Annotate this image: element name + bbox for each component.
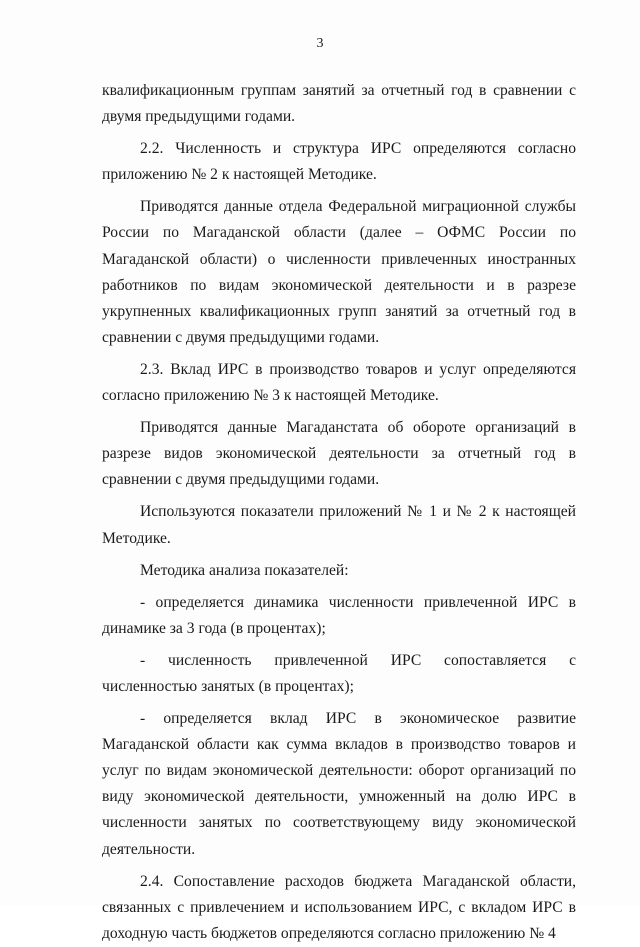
paragraph-section-2-2: 2.2. Численность и структура ИРС определяются согласно приложению № 2 к настоящей Методике. xyxy=(102,140,576,184)
paragraph-continuation: квалификационным группам занятий за отчетный год в сравнении с двумя предыдущими годами. xyxy=(102,82,576,126)
paragraph-section-2-4: 2.4. Сопоставление расходов бюджета Магаданской области, связанных с привлечением и использованием ИРС, с вкладом ИРС в доходную часть бюджетов определяются согласно приложению № 4 xyxy=(102,872,576,942)
list-item-comparison: - численность привлеченной ИРС сопоставляется с численностью занятых (в процентах); xyxy=(102,651,576,695)
list-item-dynamics: - определяется динамика численности привлеченной ИРС в динамике за 3 года (в процентах); xyxy=(102,593,576,637)
paragraph-section-2-3: 2.3. Вклад ИРС в производство товаров и услуг определяются согласно приложению № 3 к настоящей Методике. xyxy=(102,360,576,405)
paragraph-method-heading: Методика анализа показателей: xyxy=(140,561,349,579)
document-body xyxy=(102,78,576,947)
paragraph-indicators: Используются показатели приложений № 1 и № 2 к настоящей Методике. xyxy=(102,503,576,547)
list-item-contribution: - определяется вклад ИРС в экономическое развитие Магаданской области как сумма вкладов в производство товаров и услуг по видам экономической деятельности: оборот организаций по виду экономической деятельности, умноженный на долю ИРС в численности занятых по соответствующему виду экономической деятельности. xyxy=(102,710,576,858)
paragraph-magadanstat-data: Приводятся данные Магаданстата об обороте организаций в разрезе видов экономической деятельности за отчетный год в сравнении с двумя предыдущими годами. xyxy=(102,419,576,489)
paragraph-ofms-data: Приводятся данные отдела Федеральной миграционной службы России по Магаданской области (далее – ОФМС России по Магаданской области) о численности привлеченных иностранных работников по видам экономической деятельности и в разрезе укрупненных квалификационных групп занятий за отчетный год в сравнении с двумя предыдущими годами. xyxy=(102,198,576,346)
page-number: 3 xyxy=(316,36,324,51)
